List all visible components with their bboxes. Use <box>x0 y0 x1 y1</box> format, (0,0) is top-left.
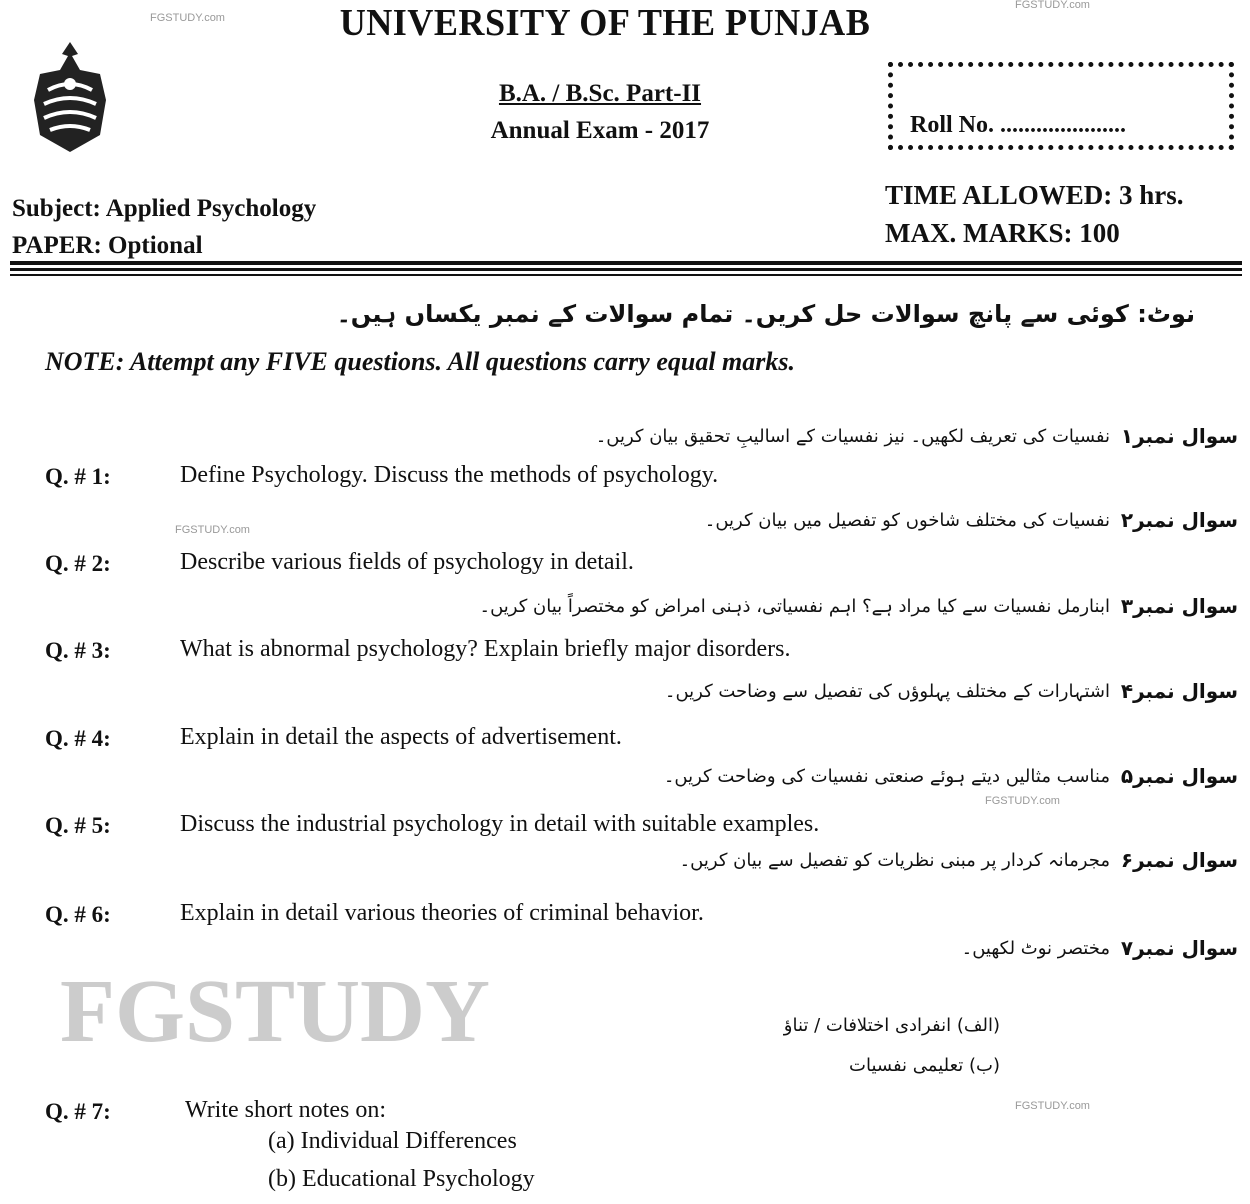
question-urdu-label: سوال نمبر۱ <box>1120 424 1238 448</box>
question-urdu-label: سوال نمبر۲ <box>1120 508 1238 532</box>
divider <box>10 268 1242 271</box>
question-label: Q. # 1: <box>45 464 111 489</box>
watermark: FGSTUDY.com <box>1015 1100 1090 1112</box>
question-urdu-label: سوال نمبر۵ <box>1120 764 1238 788</box>
university-title: UNIVERSITY OF THE PUNJAB <box>339 2 871 44</box>
question-urdu-label: سوال نمبر۶ <box>1120 848 1238 872</box>
exam-heading: Annual Exam - 2017 <box>490 117 710 144</box>
question-label: Q. # 4: <box>45 726 111 751</box>
question-urdu-text: نفسیات کی مختلف شاخوں کو تفصیل میں بیان کریں۔ <box>704 510 1110 531</box>
time-allowed: TIME ALLOWED: 3 hrs. <box>885 180 1184 210</box>
question-urdu-text: مجرمانہ کردار پر مبنی نظریات کو تفصیل سے بیان کریں۔ <box>679 850 1110 871</box>
question-text: Write short notes on: <box>185 1097 386 1123</box>
question-subitem: (a) Individual Differences <box>268 1128 517 1154</box>
question-urdu-label: سوال نمبر۴ <box>1120 679 1238 703</box>
question-urdu-text: ابنارمل نفسیات سے کیا مراد ہے؟ اہم نفسیاتی، ذہنی امراض کو مختصراً بیان کریں۔ <box>479 596 1110 617</box>
subject: Subject: Applied Psychology <box>12 195 317 222</box>
paper: PAPER: Optional <box>12 232 203 259</box>
note: NOTE: Attempt any FIVE questions. All questions carry equal marks. <box>45 347 796 376</box>
question-urdu-text: نفسیات کی تعریف لکھیں۔ نیز نفسیات کے اسالیبِ تحقیق بیان کریں۔ <box>595 426 1110 447</box>
question-label: Q. # 6: <box>45 902 111 927</box>
question-text: Explain in detail various theories of criminal behavior. <box>180 900 704 926</box>
question-label: Q. # 2: <box>45 551 111 576</box>
divider <box>10 261 1242 265</box>
question-text: Define Psychology. Discuss the methods of psychology. <box>180 462 719 488</box>
max-marks: MAX. MARKS: 100 <box>885 218 1120 248</box>
question-urdu-text: مناسب مثالیں دیتے ہوئے صنعتی نفسیات کی وضاحت کریں۔ <box>663 766 1110 787</box>
divider <box>10 274 1242 276</box>
question-label: Q. # 5: <box>45 813 111 838</box>
question-subitem: (b) Educational Psychology <box>268 1166 535 1192</box>
question-label: Q. # 3: <box>45 638 111 663</box>
university-crest-icon <box>20 40 120 155</box>
roll-number-field[interactable]: Roll No. ..................... <box>910 112 1126 138</box>
note-urdu: نوٹ: کوئی سے پانچ سوالات حل کریں۔ تمام سوالات کے نمبر یکساں ہیں۔ <box>336 300 1195 328</box>
question-text: Explain in detail the aspects of advertisement. <box>180 724 622 750</box>
question-urdu-label: سوال نمبر۳ <box>1120 594 1238 618</box>
watermark: FGSTUDY.com <box>1015 0 1090 11</box>
program-heading: B.A. / B.Sc. Part-II <box>498 80 702 107</box>
question-urdu-label: سوال نمبر۷ <box>1120 936 1238 960</box>
question-urdu-subitem: (ب) تعلیمی نفسیات <box>849 1055 1000 1076</box>
question-label: Q. # 7: <box>45 1099 111 1124</box>
watermark: FGSTUDY.com <box>150 12 225 24</box>
question-text: Discuss the industrial psychology in detail with suitable examples. <box>180 811 820 837</box>
question-urdu-subitem: (الف) انفرادی اختلافات / تناؤ <box>783 1015 1000 1036</box>
watermark: FGSTUDY.com <box>985 795 1060 807</box>
question-text: What is abnormal psychology? Explain briefly major disorders. <box>180 636 791 662</box>
question-text: Describe various fields of psychology in detail. <box>180 549 634 575</box>
big-watermark: FGSTUDY <box>60 962 491 1061</box>
watermark: FGSTUDY.com <box>175 524 250 536</box>
question-urdu-text: اشتہارات کے مختلف پہلوؤں کی تفصیل سے وضاحت کریں۔ <box>664 681 1110 702</box>
question-urdu-text: مختصر نوٹ لکھیں۔ <box>961 938 1110 959</box>
